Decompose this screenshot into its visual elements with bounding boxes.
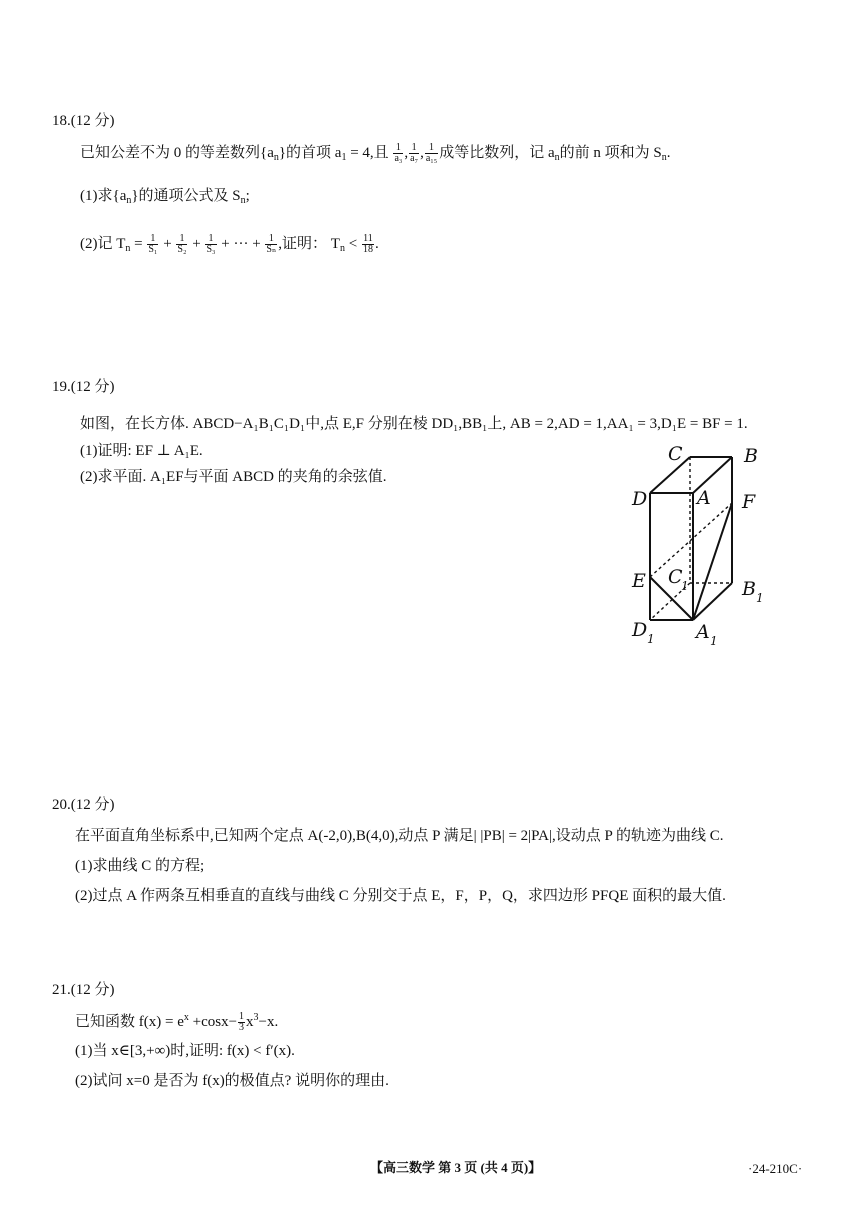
q20-part1: (1)求曲线 C 的方程;	[75, 858, 205, 874]
q21-part1: (1)当 x∈[3,+∞)时,证明: f(x) < f′(x).	[75, 1043, 295, 1059]
q20-stem: 在平面直角坐标系中,已知两个定点 A(-2,0),B(4,0),动点 P 满足| |PB| = 2|PA|,设动点 P 的轨迹为曲线 C.	[75, 828, 724, 844]
label-D: D	[632, 488, 648, 510]
label-B: B	[744, 445, 758, 467]
cuboid-figure	[620, 440, 780, 650]
frac-1-a15: $\frac{1}{\text{a₁₅}}$	[425, 142, 438, 165]
label-C: C	[668, 443, 683, 465]
footer-code: ·24-210C·	[748, 1161, 803, 1176]
q18-header: 18.(12 分)	[52, 113, 115, 129]
label-F: F	[742, 491, 756, 513]
q18-part1: (1)求$\{a_n\}$的通项公式及 $S_n$;	[80, 188, 250, 206]
q19-part2: (2)求平面. A₁EF与平面 ABCD 的夹角的余弦值.	[80, 469, 387, 485]
svg-text:1: 1	[756, 591, 764, 605]
q19-header: 19.(12 分)	[52, 379, 115, 395]
q18-part2: (2)记 $T_n$ = $\frac{1}{\text{S₁}}$ + $\frac{1}{\text{S₂}}$ + $\frac{1}{\text{S₃}}$ + ··· + $\frac{1}{\text{Sₙ}}$ ,证明： $T_n$ < $\frac{11}{18}$ .	[80, 233, 379, 256]
frac-1-a3: $\frac{1}{\text{a₃}}$	[394, 142, 403, 165]
label-D1: D	[632, 619, 648, 641]
label-B1: B	[742, 578, 756, 600]
label-E: E	[632, 570, 646, 592]
frac-1-a7: $\frac{1}{\text{a₇}}$	[410, 142, 419, 165]
q20-header: 20.(12 分)	[52, 797, 115, 813]
svg-text:1: 1	[647, 632, 655, 646]
q21-header: 21.(12 分)	[52, 982, 115, 998]
svg-text:1: 1	[681, 579, 689, 593]
q19-part1: (1)证明: EF ⊥ A₁E.	[80, 443, 203, 459]
q20-part2: (2)过点 A 作两条互相垂直的直线与曲线 C 分别交于点 E，F，P，Q，求四边形 PFQE 面积的最大值.	[75, 888, 726, 904]
q18-stem: 已知公差不为 0 的等差数列$\{a_n\}$的首项 $a_1 = 4$,且 $\frac{1}{\text{a₃}}$ , $\frac{1}{\text{a₇}}$ , $\frac{1}{\text{a₁₅}}$ 成等比数列，记 $a_n$的前 n 项和为 $S_n$.	[80, 142, 671, 165]
q19-stem: 如图，在长方体. ABCD−A₁B₁C₁D₁中,点 E,F 分别在棱 DD₁,BB₁上, AB = 2,AD = 1,AA₁ = 3,D₁E = BF = 1.	[80, 416, 748, 432]
label-A1: A	[696, 621, 710, 643]
label-C1: C	[668, 566, 683, 588]
svg-text:1: 1	[710, 634, 718, 648]
q21-stem: 已知函数 $f(x) = e^x +\cos x-$ $\frac{1}{3}$ $x^3-x$.	[75, 1011, 279, 1034]
footer-page-info: 【高三数学 第 3 页 (共 4 页)】	[370, 1160, 542, 1175]
q21-part2: (2)试问 x=0 是否为 f(x)的极值点? 说明你的理由.	[75, 1073, 389, 1089]
label-A: A	[697, 487, 711, 509]
